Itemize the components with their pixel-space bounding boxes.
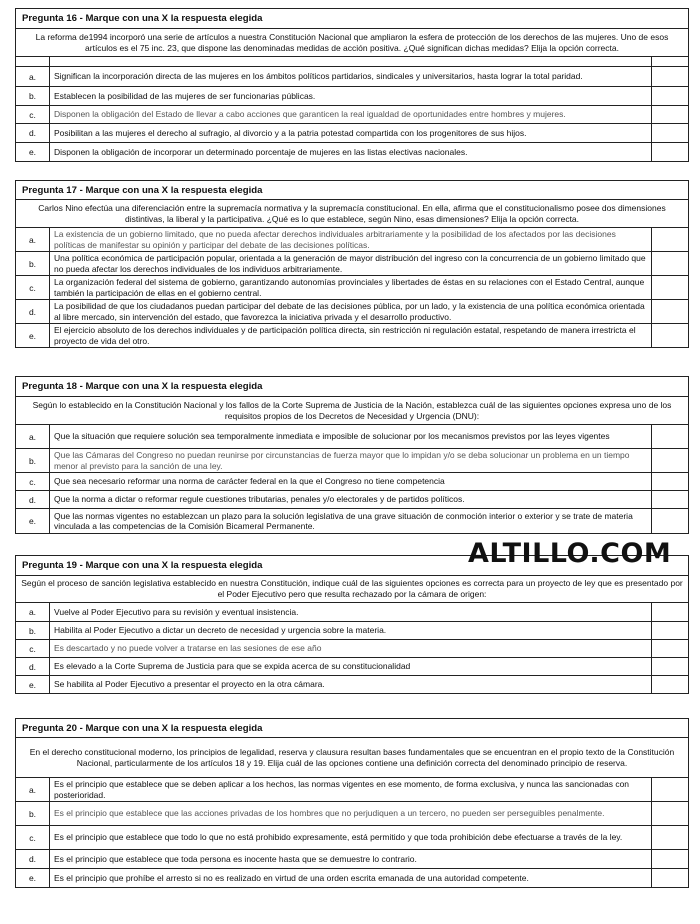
option-row	[16, 850, 688, 869]
option-row	[16, 228, 688, 252]
option-row	[16, 622, 688, 640]
answer-box[interactable]	[652, 658, 688, 675]
option-text: Es el principio que establece que se deben aplicar a los hechos, las normas vigentes en ese momento, de forma exclusiva, y nunca las sancionadas con posterioridad.	[50, 778, 652, 801]
option-text: Una política económica de participación popular, orientada a la generación de mayor distribución del ingreso con la concurrencia de un gobierno limitado que no pueda afectar los derechos individuales de los individuos arbitrariamente.	[50, 252, 652, 275]
question-title: Pregunta 16 - Marque con una X la respuesta elegida	[16, 9, 688, 29]
option-row	[16, 449, 688, 473]
answer-box[interactable]	[652, 143, 688, 161]
option-row	[16, 640, 688, 658]
option-letter: e.	[16, 143, 50, 161]
option-text: Es descartado y no puede volver a tratarse en las sesiones de ese año	[50, 640, 652, 657]
option-text: Disponen la obligación de incorporar un determinado porcentaje de mujeres en las listas electivas nacionales.	[50, 143, 652, 161]
option-row	[16, 425, 688, 449]
option-text: Que sea necesario reformar una norma de carácter federal en la que el Congreso no tiene competencia	[50, 473, 652, 490]
option-text: La existencia de un gobierno limitado, que no pueda afectar derechos individuales arbitrariamente y la posibilidad de los afectados por las decisiones políticas de manifestar su opinión y participar del debate de las decisiones políticas.	[50, 228, 652, 251]
option-letter: b.	[16, 252, 50, 275]
option-text: Que las normas vigentes no establezcan un plazo para la solución legislativa de una grave situación de conmoción interior o exterior y se trate de materia vinculada a las competencias de la Comisión Bicameral Permanente.	[50, 509, 652, 533]
question-stem: La reforma de1994 incorporó una serie de artículos a nuestra Constitución Nacional que ampliaron la esfera de protección de los derechos de las mujeres. Uno de esos artículos es el 75 inc. 23, que dispone las denominadas medidas de acción positiva. ¿Qué significan dichas medidas? Elija la opción correcta.	[16, 29, 688, 57]
option-row	[16, 324, 688, 348]
option-row	[16, 603, 688, 622]
option-text: Habilita al Poder Ejecutivo a dictar un decreto de necesidad y urgencia sobre la materia.	[50, 622, 652, 639]
option-letter: d.	[16, 300, 50, 323]
answer-box[interactable]	[652, 106, 688, 123]
question-19	[15, 555, 689, 694]
answer-box[interactable]	[652, 67, 688, 86]
option-row	[16, 143, 688, 162]
answer-box[interactable]	[652, 509, 688, 533]
option-text: Disponen la obligación del Estado de llevar a cabo acciones que garanticen la real igualdad de oportunidades entre hombres y mujeres.	[50, 106, 652, 123]
answer-box[interactable]	[652, 276, 688, 299]
option-letter: c.	[16, 640, 50, 657]
answer-box[interactable]	[652, 640, 688, 657]
option-text: Es elevado a la Corte Suprema de Justicia para que se expida acerca de su constitucionalidad	[50, 658, 652, 675]
answer-box[interactable]	[652, 473, 688, 490]
option-letter: a.	[16, 425, 50, 448]
answer-box[interactable]	[652, 87, 688, 105]
option-letter: d.	[16, 850, 50, 868]
spacer-row	[16, 57, 688, 67]
question-20	[15, 718, 689, 888]
answer-box[interactable]	[652, 778, 688, 801]
option-letter: a.	[16, 67, 50, 86]
option-text: Se habilita al Poder Ejecutivo a presentar el proyecto en la otra cámara.	[50, 676, 652, 693]
option-text: Es el principio que establece que toda persona es inocente hasta que se demuestre lo contrario.	[50, 850, 652, 868]
question-stem: Según el proceso de sanción legislativa establecido en nuestra Constitución, indique cuál de las siguientes opciones es correcta para un proyecto de ley que es presentado por el Poder Ejecutivo pero que resulta rechazado por la cámara de origen:	[16, 576, 688, 603]
option-text: El ejercicio absoluto de los derechos individuales y de participación política directa, sin restricción ni regulación estatal, respetando de manera irrestricta el proyecto de vida del otro.	[50, 324, 652, 347]
question-title: Pregunta 20 - Marque con una X la respuesta elegida	[16, 719, 688, 738]
option-row	[16, 676, 688, 694]
option-letter: c.	[16, 473, 50, 490]
answer-box[interactable]	[652, 491, 688, 508]
option-row	[16, 473, 688, 491]
answer-box[interactable]	[652, 300, 688, 323]
option-letter: a.	[16, 603, 50, 621]
option-row	[16, 106, 688, 124]
option-row	[16, 124, 688, 143]
question-title: Pregunta 19 - Marque con una X la respuesta elegida	[16, 556, 688, 576]
option-row	[16, 826, 688, 850]
answer-box[interactable]	[652, 252, 688, 275]
option-text: Posibilitan a las mujeres el derecho al sufragio, al divorcio y a la patria potestad compartida con los progenitores de sus hijos.	[50, 124, 652, 142]
option-letter: b.	[16, 87, 50, 105]
option-row	[16, 276, 688, 300]
question-title: Pregunta 18 - Marque con una X la respuesta elegida	[16, 377, 688, 397]
answer-box[interactable]	[652, 802, 688, 825]
answer-box[interactable]	[652, 603, 688, 621]
option-text: Significan la incorporación directa de las mujeres en los ámbitos políticos partidarios, sindicales y universitarios, hasta lograr la total paridad.	[50, 67, 652, 86]
option-text: Vuelve al Poder Ejecutivo para su revisión y eventual insistencia.	[50, 603, 652, 621]
watermark-logo: ALTILLO.COM	[468, 538, 672, 569]
option-letter: c.	[16, 276, 50, 299]
option-text: La posibilidad de que los ciudadanos puedan participar del debate de las decisiones pública, por un lado, y la existencia de una política económica orientada al libre mercado, sin intervención del estado, que favorezca la iniciativa privada y el desarrollo productivo.	[50, 300, 652, 323]
answer-box[interactable]	[652, 869, 688, 887]
option-row	[16, 491, 688, 509]
option-letter: e.	[16, 676, 50, 693]
option-row	[16, 869, 688, 888]
option-letter: b.	[16, 802, 50, 825]
option-text: Que las Cámaras del Congreso no puedan reunirse por circunstancias de fuerza mayor que lo impidan y/o se deba solucionar un problema en un tiempo menor al previsto para la sanción de una ley.	[50, 449, 652, 472]
question-17	[15, 180, 689, 348]
option-row	[16, 802, 688, 826]
option-letter: a.	[16, 228, 50, 251]
option-row	[16, 658, 688, 676]
answer-box[interactable]	[652, 622, 688, 639]
answer-box[interactable]	[652, 228, 688, 251]
option-letter: a.	[16, 778, 50, 801]
option-text: La organización federal del sistema de gobierno, garantizando autonomías provinciales y libertades de éstas en su relaciones con el Estado Central, aunque también la participación de ellas en el gobierno central.	[50, 276, 652, 299]
option-text: Es el principio que establece que todo lo que no está prohibido expresamente, está permitido y que toda prohibición debe efectuarse a través de la ley.	[50, 826, 652, 849]
option-letter: c.	[16, 106, 50, 123]
option-text: Establecen la posibilidad de las mujeres de ser funcionarias públicas.	[50, 87, 652, 105]
option-row	[16, 509, 688, 534]
question-title: Pregunta 17 - Marque con una X la respuesta elegida	[16, 181, 688, 200]
answer-box[interactable]	[652, 850, 688, 868]
answer-box[interactable]	[652, 425, 688, 448]
option-letter: e.	[16, 869, 50, 887]
option-letter: d.	[16, 124, 50, 142]
option-text: Es el principio que establece que las acciones privadas de los hombres que no perjudiquen a un tercero, no pueden ser perseguibles penalmente.	[50, 802, 652, 825]
option-letter: d.	[16, 491, 50, 508]
option-letter: d.	[16, 658, 50, 675]
answer-box[interactable]	[652, 449, 688, 472]
option-text: Es el principio que prohíbe el arresto si no es realizado en virtud de una orden escrita emanada de una autoridad competente.	[50, 869, 652, 887]
option-text: Que la situación que requiere solución sea temporalmente inmediata e imposible de solucionar por los mecanismos previstos por las leyes vigentes	[50, 425, 652, 448]
question-16	[15, 8, 689, 162]
option-letter: b.	[16, 449, 50, 472]
answer-box[interactable]	[652, 676, 688, 693]
question-stem: En el derecho constitucional moderno, los principios de legalidad, reserva y clausura resultan bases fundamentales que se encuentran en el propio texto de la Constitución Nacional, particularmente de los artículos 18 y 19. Elija cuál de las opciones contiene una definición correcta del denominado principio de reserva.	[16, 738, 688, 778]
option-letter: c.	[16, 826, 50, 849]
option-row	[16, 67, 688, 87]
answer-box[interactable]	[652, 324, 688, 347]
option-row	[16, 87, 688, 106]
question-18	[15, 376, 689, 534]
answer-box[interactable]	[652, 826, 688, 849]
option-letter: b.	[16, 622, 50, 639]
option-row	[16, 778, 688, 802]
option-letter: e.	[16, 324, 50, 347]
option-letter: e.	[16, 509, 50, 533]
question-stem: Carlos Nino efectúa una diferenciación entre la supremacía normativa y la supremacía constitucional. En ella, afirma que el constitucionalismo posee dos dimensiones distintivas, la liberal y la participativa. ¿Qué es lo que establece, según Nino, esas dimensiones? Elija la opción correcta.	[16, 200, 688, 228]
option-text: Que la norma a dictar o reformar regule cuestiones tributarias, penales y/o electorales y de partidos políticos.	[50, 491, 652, 508]
question-stem: Según lo establecido en la Constitución Nacional y los fallos de la Corte Suprema de Justicia de la Nación, establezca cuál de las siguientes opciones expresa uno de los requisitos propios de los Decretos de Necesidad y Urgencia (DNU):	[16, 397, 688, 425]
option-row	[16, 300, 688, 324]
option-row	[16, 252, 688, 276]
answer-box[interactable]	[652, 124, 688, 142]
